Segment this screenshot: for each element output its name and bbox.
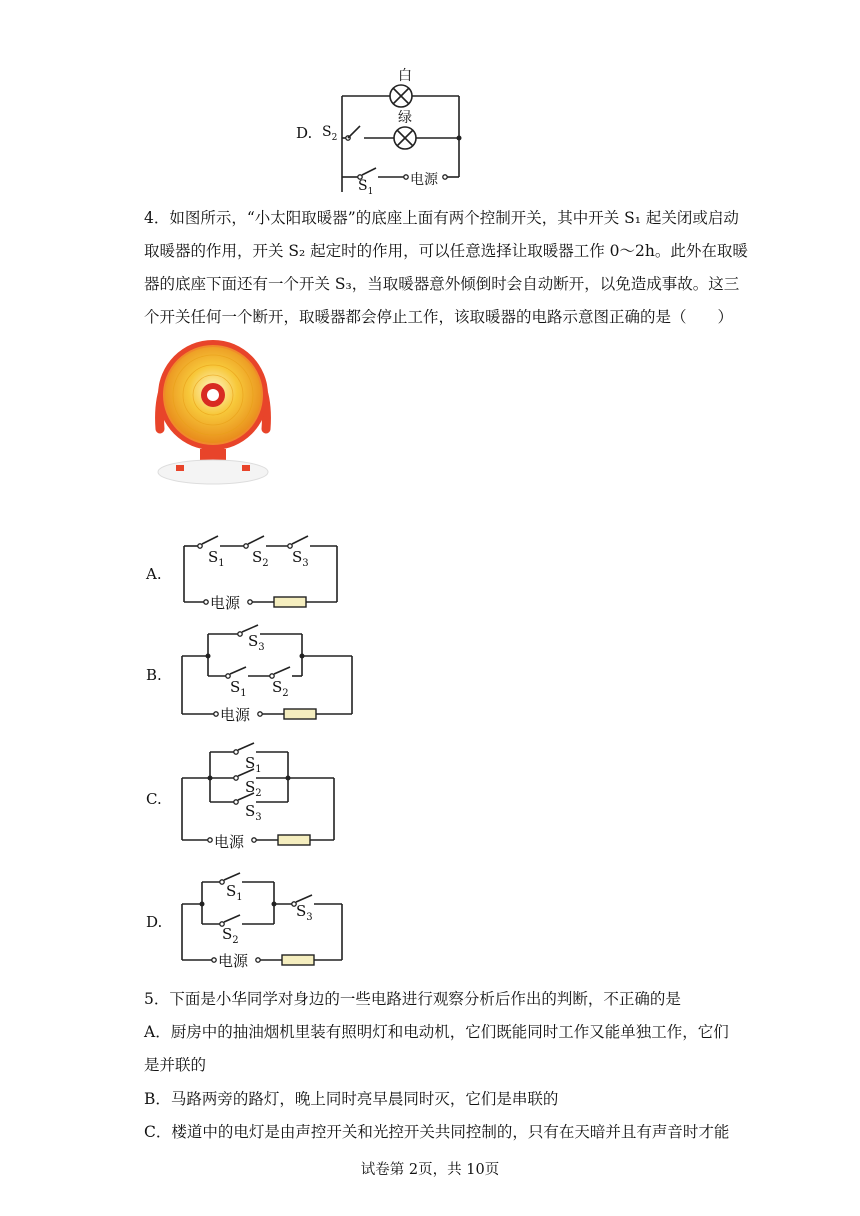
lamp-green-label: 绿	[398, 110, 412, 126]
q4-c-s2: $S_2$	[245, 778, 262, 799]
q5-option-b: B．马路两旁的路灯，晚上同时亮早晨同时灭，它们是串联的	[144, 1090, 559, 1108]
q4-line-2: 取暖器的作用，开关 S₂ 起定时的作用，可以任意选择让取暖器工作 0～2h。此外在取暖	[144, 242, 748, 260]
switch-s2-blade	[348, 126, 360, 138]
lamp-white-icon	[390, 85, 412, 107]
q4-b-s3: $S_3$	[248, 632, 265, 653]
resistor-icon	[284, 709, 316, 719]
switch-s1-blade	[362, 168, 376, 175]
q4-line-4: 个开关任何一个断开，取暖器都会停止工作，该取暖器的电路示意图正确的是（ ）	[144, 308, 734, 326]
q4-option-a-circuit	[176, 530, 346, 608]
heater-image	[148, 337, 278, 487]
q4-a-s2: $S_2$	[252, 548, 269, 569]
resistor-icon	[274, 597, 306, 607]
prev-option-d-label: D.	[296, 124, 313, 142]
q4-a-s3: $S_3$	[292, 548, 309, 569]
q4-line-1: 4．如图所示，“小太阳取暖器”的底座上面有两个控制开关，其中开关 S₁ 起关闭或启动	[144, 209, 739, 227]
q5-stem: 5．下面是小华同学对身边的一些电路进行观察分析后作出的判断，不正确的是	[144, 990, 681, 1008]
prev-circuit-diagram	[318, 64, 468, 192]
prev-switch-s1-label: $S_1$	[358, 178, 374, 197]
q4-d-s2: $S_2$	[222, 925, 239, 946]
resistor-icon	[278, 835, 310, 845]
q4-option-c-label: C.	[146, 790, 162, 808]
resistor-icon	[282, 955, 314, 965]
q4-c-s1: $S_1$	[245, 754, 262, 775]
q5-option-a-line-2: 是并联的	[144, 1056, 207, 1074]
q4-a-s1: $S_1$	[208, 548, 225, 569]
q4-b-s1: $S_1$	[230, 678, 247, 699]
q5-option-c-line-1: C．楼道中的电灯是由声控开关和光控开关共同控制的，只有在天暗并且有声音时才能	[144, 1123, 730, 1141]
q4-a-power: 电源	[210, 594, 241, 612]
q4-line-3: 器的底座下面还有一个开关 S₃，当取暖器意外倾倒时会自动断开，以免造成事故。这三	[144, 275, 740, 293]
q4-option-d-circuit	[176, 872, 348, 968]
junction-dot	[457, 136, 462, 141]
lamp-green-icon	[394, 127, 416, 149]
q4-c-power: 电源	[214, 833, 245, 851]
q4-b-s2: $S_2$	[272, 678, 289, 699]
lamp-white-label: 白	[398, 68, 412, 84]
q4-d-s1: $S_1$	[226, 882, 243, 903]
q4-option-d-label: D.	[146, 913, 163, 931]
page-footer: 试卷第 2页，共 10页	[360, 1162, 500, 1178]
q4-d-s3: $S_3$	[296, 902, 313, 923]
q4-b-power: 电源	[220, 706, 251, 724]
q5-option-a-line-1: A．厨房中的抽油烟机里装有照明灯和电动机，它们既能同时工作又能单独工作，它们	[144, 1023, 729, 1041]
prev-power-label: 电源	[410, 172, 438, 188]
q4-option-b-label: B.	[146, 666, 162, 684]
q4-d-power: 电源	[218, 952, 249, 970]
q4-option-a-label: A.	[146, 565, 162, 583]
prev-switch-s2-label: $S_2$	[322, 124, 338, 143]
q4-c-s3: $S_3$	[245, 802, 262, 823]
q4-option-b-circuit	[176, 624, 358, 720]
